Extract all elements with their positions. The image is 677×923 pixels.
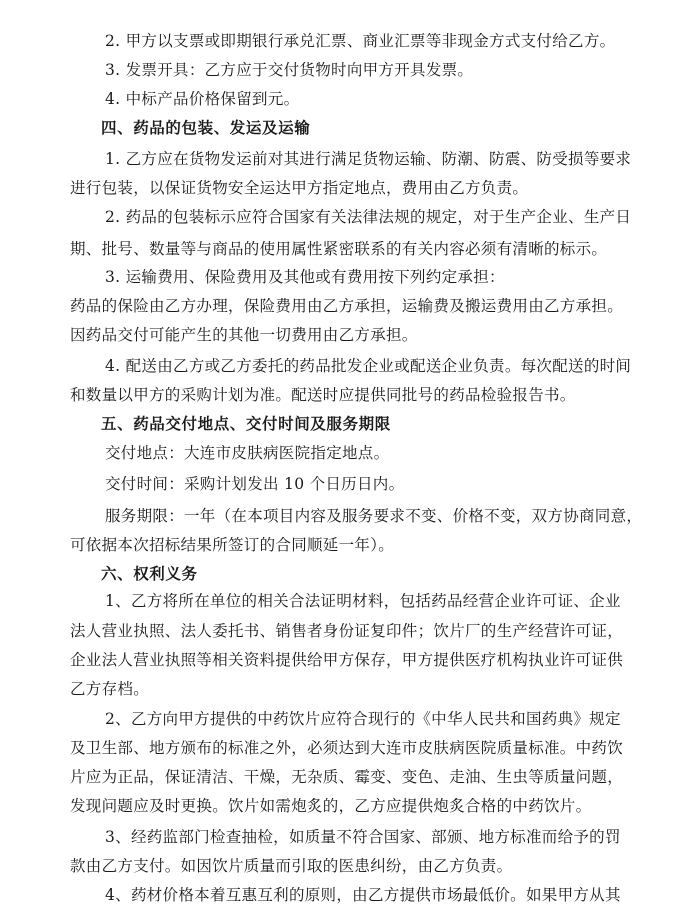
text-line: 款由乙方支付。如因饮片质量而引取的医患纠纷，由乙方负责。: [70, 857, 513, 875]
text-line: 2. 甲方以支票或即期银行承兑汇票、商业汇票等非现金方式支付给乙方。: [105, 32, 616, 50]
text-line: 3. 运输费用、保险费用及其他或有费用按下列约定承担：: [105, 268, 505, 286]
text-line: 1、乙方将所在单位的相关合法证明材料，包括药品经营企业许可证、企业: [105, 592, 621, 610]
text-line: 可依据本次招标结果所签订的合同顺延一年）。: [70, 536, 395, 554]
text-line: 交付时间：采购计划发出 10 个日历日内。: [105, 475, 405, 493]
text-line: 发现问题应及时更换。饮片如需炮炙的，乙方应提供炮炙合格的中药饮片。: [70, 797, 592, 815]
text-line: 和数量以甲方的采购计划为准。配送时应提供同批号的药品检验报告书。: [70, 386, 576, 404]
text-line: 药品的保险由乙方办理，保险费用由乙方承担，运输费及搬运费用由乙方承担。: [70, 297, 624, 315]
text-line: 企业法人营业执照等相关资料提供给甲方保存，甲方提供医疗机构执业许可证供: [70, 651, 624, 669]
text-line: 3、经药监部门检查抽检，如质量不符合国家、部颁、地方标准而给予的罚: [105, 828, 621, 846]
text-line: 进行包装，以保证货物安全运达甲方指定地点，费用由乙方负责。: [70, 179, 529, 197]
section-heading: 四、药品的包装、发运及运输: [101, 119, 311, 137]
text-line: 片应为正品，保证清洁、干燥，无杂质、霉变、变色、走油、生虫等质量问题，: [70, 768, 624, 786]
text-line: 因药品交付可能产生的其他一切费用由乙方承担。: [70, 326, 418, 344]
text-line: 2. 药品的包装标示应符合国家有关法律法规的规定，对于生产企业、生产日: [105, 208, 632, 226]
text-line: 4. 配送由乙方或乙方委托的药品批发企业或配送企业负责。每次配送的时间: [105, 357, 632, 375]
section-heading: 五、药品交付地点、交付时间及服务期限: [101, 415, 391, 433]
text-line: 3. 发票开具：乙方应于交付货物时向甲方开具发票。: [105, 61, 474, 79]
text-line: 及卫生部、地方颁布的标准之外，必须达到大连市皮肤病医院质量标准。中药饮: [70, 739, 624, 757]
text-line: 1. 乙方应在货物发运前对其进行满足货物运输、防潮、防震、防受损等要求: [105, 150, 632, 168]
text-line: 4、药材价格本着互惠互利的原则，由乙方提供市场最低价。如果甲方从其: [105, 886, 621, 904]
text-line: 乙方存档。: [70, 680, 150, 698]
text-line: 法人营业执照、法人委托书、销售者身份证复印件；饮片厂的生产经营许可证，: [70, 622, 624, 640]
text-line: 服务期限：一年（在本项目内容及服务要求不变、价格不变，双方协商同意，: [105, 507, 643, 525]
text-line: 2、乙方向甲方提供的中药饮片应符合现行的《中华人民共和国药典》规定: [105, 710, 621, 728]
text-line: 期、批号、数量等与商品的使用属性紧密联系的有关内容必须有清晰的标示。: [70, 240, 608, 258]
text-line: 交付地点：大连市皮肤病医院指定地点。: [105, 444, 390, 462]
text-line: 4. 中标产品价格保留到元。: [105, 90, 300, 108]
section-heading: 六、权利义务: [101, 565, 198, 583]
